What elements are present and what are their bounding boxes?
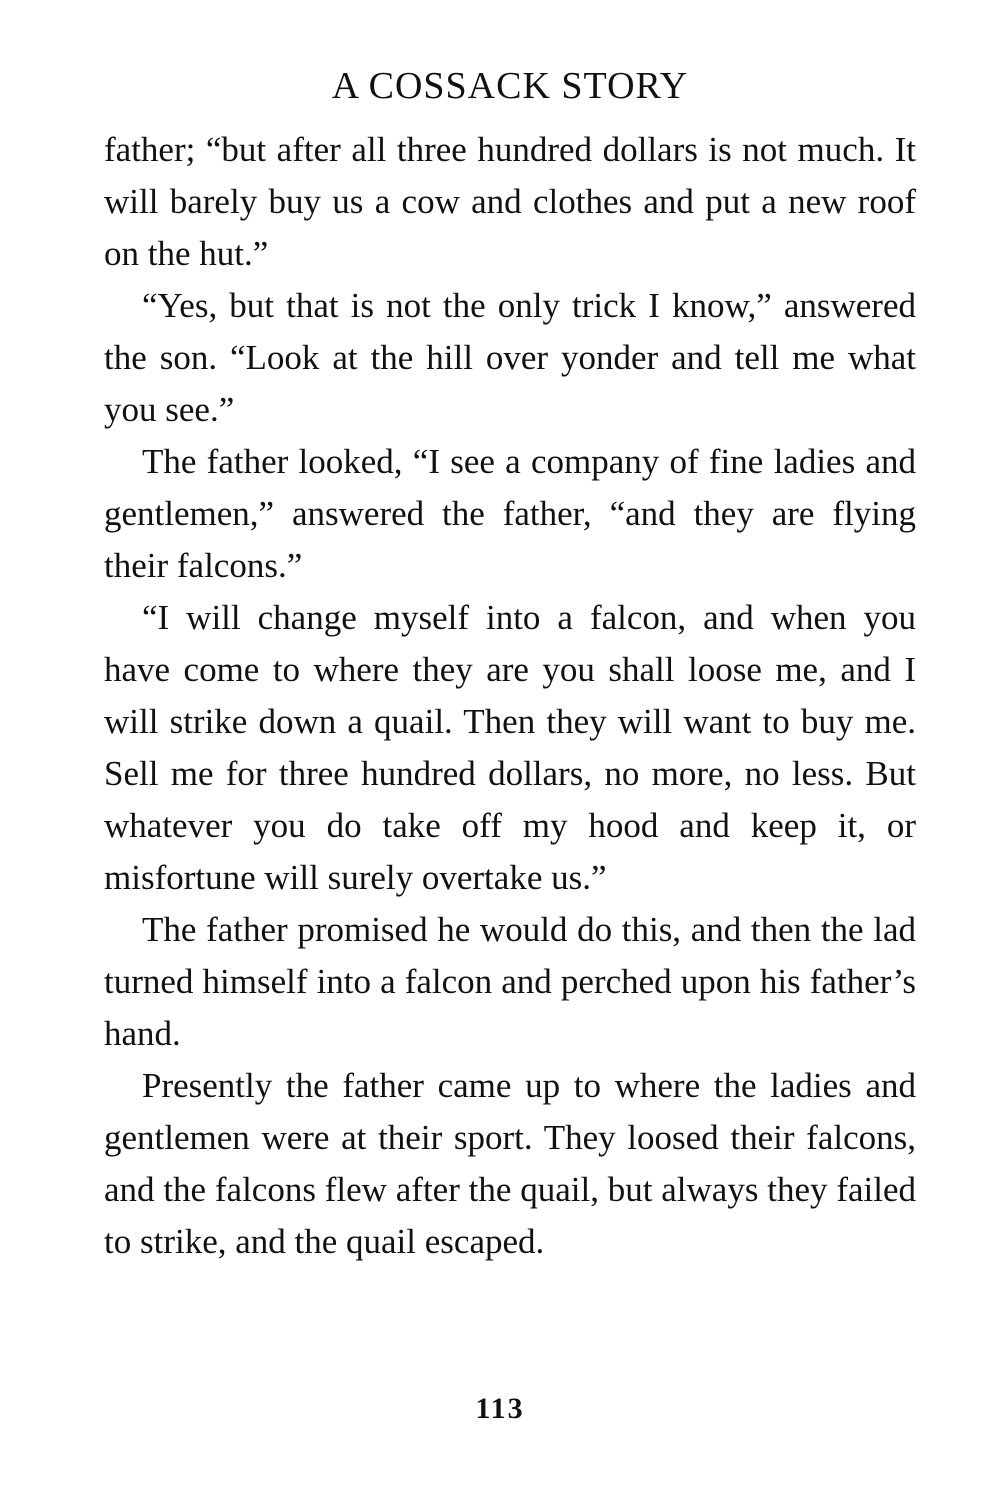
body-text	[104, 124, 916, 1268]
paragraph-6: Presently the father came up to where the ladies and gentlemen were at their sport. They loosed their falcons, and the falcons flew after the quail, but always they failed to strike, and the quail escaped.	[104, 1066, 916, 1261]
book-page	[104, 58, 916, 1268]
paragraph-2: “Yes, but that is not the only trick I know,” answered the son. “Look at the hill over yonder and tell me what you see.”	[104, 286, 916, 429]
paragraph-1: father; “but after all three hundred dollars is not much. It will barely buy us a cow and clothes and put a new roof on the hut.”	[104, 130, 916, 273]
paragraph-4: “I will change myself into a falcon, and when you have come to where they are you shall loose me, and I will strike down a quail. Then they will want to buy me. Sell me for three hundred dollars, no more, no less. But whatever you do take off my hood and keep it, or misfortune will surely overtake us.”	[104, 598, 916, 897]
paragraph-5: The father promised he would do this, and then the lad turned himself into a falcon and perched upon his father’s hand.	[104, 910, 916, 1053]
page-number: 113	[475, 1392, 525, 1425]
paragraph-3: The father looked, “I see a company of fine ladies and gentlemen,” answered the father, “and they are flying their falcons.”	[104, 442, 916, 585]
running-head: A COSSACK STORY	[331, 65, 689, 107]
